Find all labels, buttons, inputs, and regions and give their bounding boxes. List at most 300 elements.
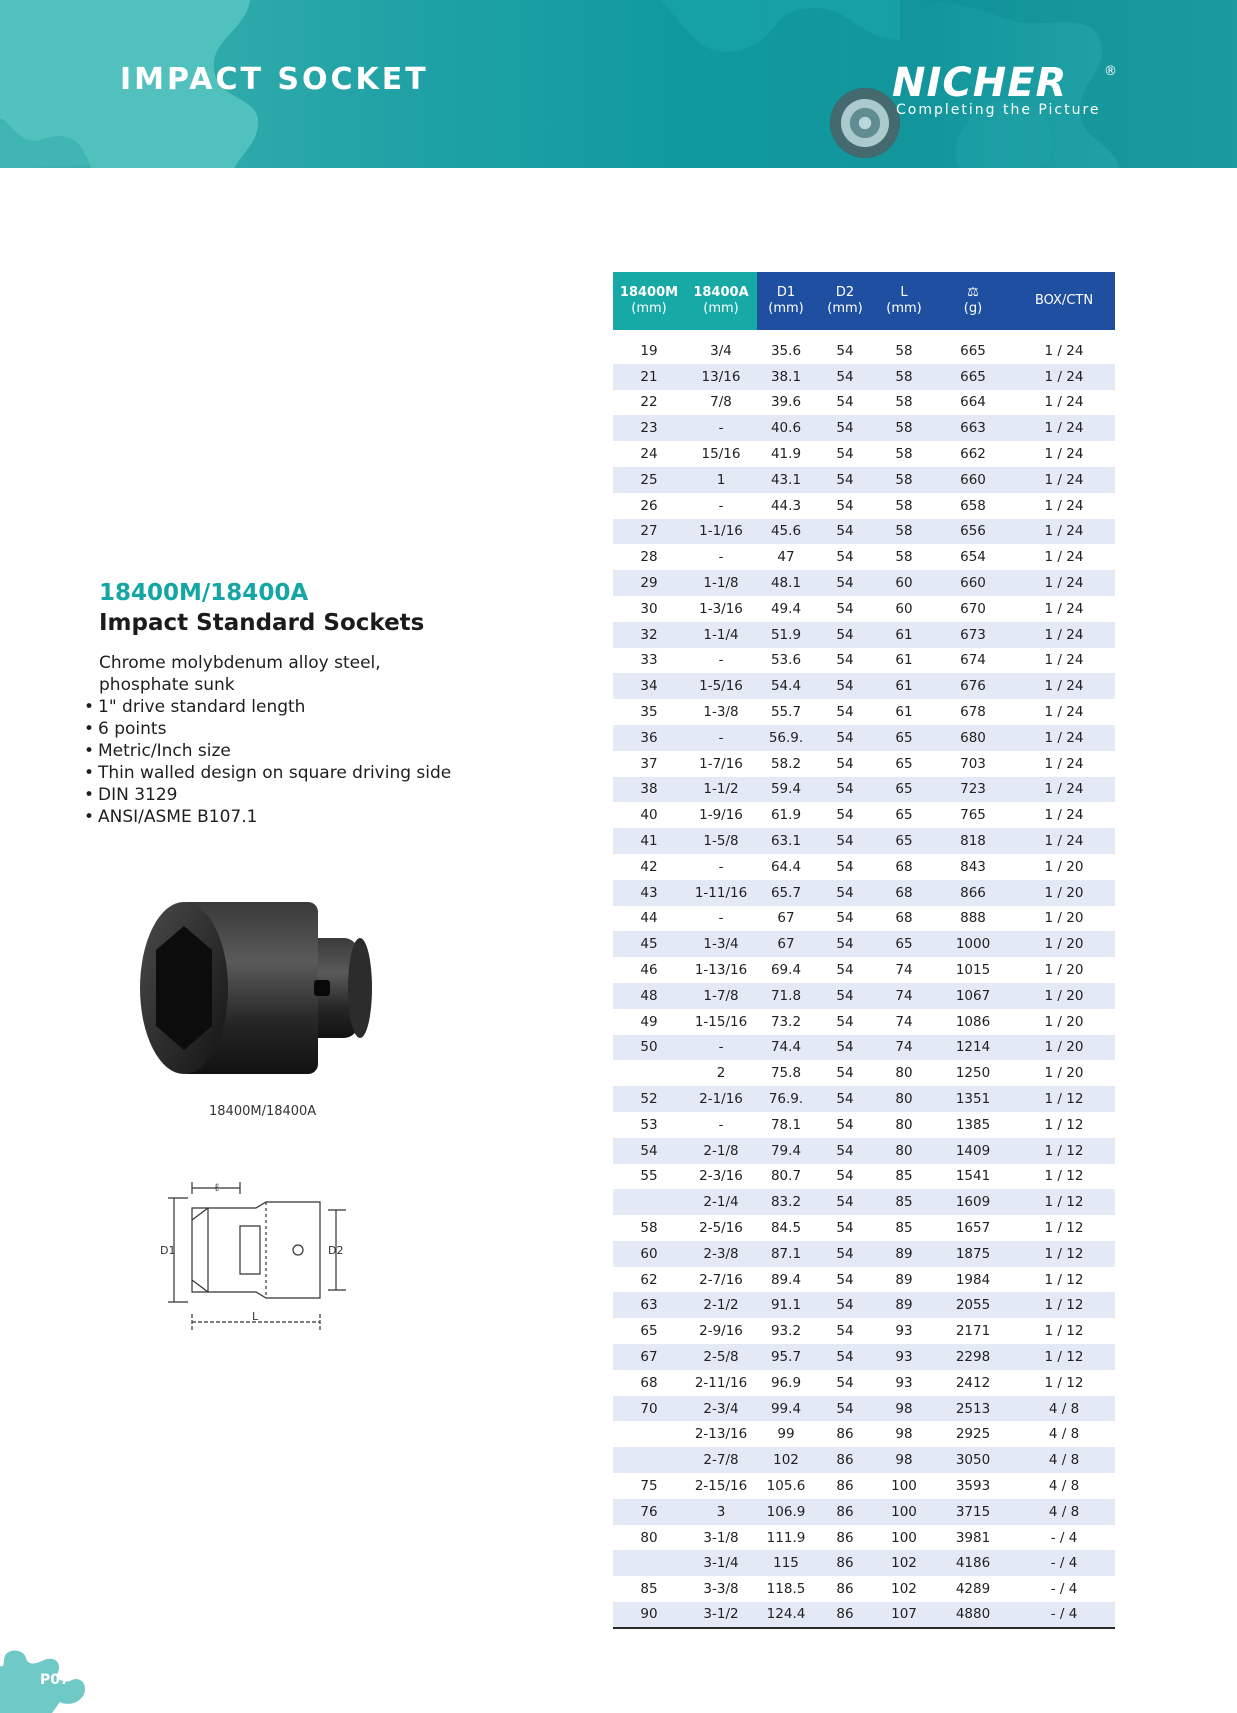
table-row	[613, 1602, 1115, 1628]
table-cell: 54	[815, 725, 875, 751]
table-cell: 105.6	[766, 1477, 806, 1494]
table-cell: 1-5/8	[685, 828, 757, 854]
table-cell: 55	[640, 1168, 658, 1185]
table-cell: 100	[891, 1477, 917, 1494]
table-cell: 73.2	[770, 1013, 802, 1030]
table-cell: 33	[640, 652, 658, 669]
table-cell: 1 / 12	[1044, 1374, 1084, 1391]
table-cell: 65	[895, 755, 913, 772]
table-cell: 1 / 20	[1044, 962, 1084, 979]
table-cell: 663	[933, 415, 1013, 441]
column-header-unit: (mm)	[768, 301, 804, 316]
table-cell: 54	[836, 910, 854, 927]
table-cell: 29	[613, 570, 685, 596]
dimension-drawing-icon	[160, 1180, 360, 1340]
table-cell: 43.1	[757, 467, 815, 493]
column-header-unit: (mm)	[886, 301, 922, 316]
table-cell: 54	[815, 931, 875, 957]
table-cell: 1 / 12	[1013, 1241, 1115, 1267]
product-name: Impact Standard Sockets	[99, 610, 425, 636]
table-cell: 65	[875, 725, 933, 751]
table-cell: 3-3/8	[703, 1581, 739, 1598]
column-header	[933, 272, 1013, 330]
table-cell: 35	[640, 704, 658, 721]
table-cell: 1 / 12	[1044, 1323, 1084, 1340]
label-l: ℓ	[214, 1181, 220, 1194]
feature-item: • ANSI/ASME B107.1	[84, 806, 451, 828]
column-header	[815, 272, 875, 330]
table-cell: 2-15/16	[694, 1477, 748, 1494]
table-cell: 2412	[955, 1374, 991, 1391]
table-cell: 107	[875, 1602, 933, 1628]
table-cell: 91.1	[757, 1292, 815, 1318]
table-cell: 665	[960, 342, 986, 359]
table-cell: 54	[613, 1138, 685, 1164]
table-row	[613, 1550, 1115, 1576]
table-cell: 58	[895, 342, 913, 359]
table-cell: 1 / 24	[1044, 807, 1084, 824]
table-row	[613, 1138, 1115, 1164]
table-cell: 1 / 20	[1013, 931, 1115, 957]
table-cell: 1-3/4	[685, 931, 757, 957]
table-cell: 53.6	[770, 652, 802, 669]
table-cell: 80	[895, 1116, 913, 1133]
table-cell: 1	[685, 467, 757, 493]
table-cell: 58	[895, 446, 913, 463]
table-cell: 1-13/16	[694, 962, 748, 979]
table-cell: 22	[640, 394, 658, 411]
table-cell: 1 / 20	[1044, 858, 1084, 875]
header-banner	[0, 0, 1237, 168]
table-row	[613, 880, 1115, 906]
table-cell: 888	[960, 910, 986, 927]
column-header-title: 18400A	[693, 285, 749, 300]
table-row	[613, 1396, 1115, 1422]
table-cell: 3050	[933, 1447, 1013, 1473]
table-cell: 4 / 8	[1013, 1447, 1115, 1473]
table-cell: 60	[875, 570, 933, 596]
table-row	[613, 1370, 1115, 1396]
table-cell: 1875	[933, 1241, 1013, 1267]
table-cell: 58	[875, 364, 933, 390]
table-cell: -	[685, 1035, 757, 1061]
table-cell: 74.4	[757, 1035, 815, 1061]
table-cell: 50	[613, 1035, 685, 1061]
table-cell: 1351	[933, 1086, 1013, 1112]
description-line: Chrome molybdenum alloy steel,	[99, 653, 381, 673]
table-cell: 53	[640, 1116, 658, 1133]
table-cell: 74	[875, 983, 933, 1009]
table-cell: 38.1	[757, 364, 815, 390]
table-cell: 68	[895, 858, 913, 875]
spec-table-grid	[613, 272, 1115, 1629]
table-cell: 36	[613, 725, 685, 751]
table-cell: 111.9	[766, 1529, 806, 1546]
brand-logo	[892, 60, 1132, 130]
table-row	[613, 802, 1115, 828]
table-cell: 45.6	[757, 519, 815, 545]
table-cell: 1 / 12	[1044, 1116, 1084, 1133]
table-cell: 1-1/16	[685, 519, 757, 545]
table-cell: 46	[640, 962, 658, 979]
table-cell: 1 / 12	[1044, 1271, 1084, 1288]
table-cell: 54	[836, 497, 854, 514]
brand-name: NICHER	[892, 60, 1068, 106]
table-cell: 124.4	[757, 1602, 815, 1628]
table-cell: 76.9.	[757, 1086, 815, 1112]
table-cell: 1 / 24	[1013, 364, 1115, 390]
table-cell: 1541	[955, 1168, 991, 1185]
table-cell: 45	[613, 931, 685, 957]
table-row	[613, 1318, 1115, 1344]
table-cell: 86	[836, 1426, 854, 1443]
table-cell: 62	[640, 1271, 658, 1288]
table-cell: 54	[815, 570, 875, 596]
table-cell: 84.5	[770, 1219, 802, 1236]
table-cell: 44.3	[770, 497, 802, 514]
table-cell: 1 / 24	[1044, 755, 1084, 772]
table-cell: 1984	[955, 1271, 991, 1288]
table-cell: 4 / 8	[1048, 1477, 1080, 1494]
table-cell: 43	[613, 880, 685, 906]
table-cell: 1067	[933, 983, 1013, 1009]
table-cell: 2-3/16	[699, 1168, 743, 1185]
spec-table	[613, 272, 1115, 1629]
table-cell: 28	[640, 549, 658, 566]
table-cell: 674	[960, 652, 986, 669]
table-cell: 61	[875, 673, 933, 699]
table-row	[613, 854, 1115, 880]
column-header	[613, 272, 685, 330]
table-cell: 58	[895, 497, 913, 514]
table-cell: 2-5/16	[699, 1219, 743, 1236]
table-cell: 58	[875, 467, 933, 493]
table-row	[613, 699, 1115, 725]
table-cell: 40	[640, 807, 658, 824]
table-row	[613, 467, 1115, 493]
table-cell: 58.2	[770, 755, 802, 772]
table-row	[613, 983, 1115, 1009]
table-cell	[613, 1189, 685, 1215]
table-cell: 1 / 24	[1013, 725, 1115, 751]
table-cell: 1 / 24	[1044, 446, 1084, 463]
table-cell: 98	[895, 1426, 913, 1443]
table-cell: -	[685, 415, 757, 441]
table-cell	[613, 1550, 685, 1576]
table-cell: 59.4	[757, 777, 815, 803]
table-cell: 65	[875, 777, 933, 803]
table-cell: - / 4	[1013, 1550, 1115, 1576]
table-cell: 1015	[955, 962, 991, 979]
table-cell: 23	[613, 415, 685, 441]
table-row	[613, 364, 1115, 390]
table-cell: -	[718, 497, 724, 514]
table-cell: 1 / 24	[1044, 652, 1084, 669]
table-cell: 3981	[955, 1529, 991, 1546]
table-cell: 54	[815, 828, 875, 854]
table-cell: 1 / 20	[1013, 983, 1115, 1009]
table-cell: 86	[815, 1550, 875, 1576]
table-cell: 4 / 8	[1048, 1426, 1080, 1443]
table-cell: 54	[815, 364, 875, 390]
table-cell: 765	[960, 807, 986, 824]
table-cell: 52	[613, 1086, 685, 1112]
table-cell: 2-1/8	[685, 1138, 757, 1164]
table-cell: 75.8	[770, 1065, 802, 1082]
table-cell: 99.4	[757, 1396, 815, 1422]
table-cell: 85	[895, 1219, 913, 1236]
table-cell	[613, 1060, 685, 1086]
table-cell: 41	[613, 828, 685, 854]
table-cell: -	[718, 549, 724, 566]
table-cell: 4186	[933, 1550, 1013, 1576]
table-cell: 54	[836, 1168, 854, 1185]
table-cell: 54	[815, 1086, 875, 1112]
feature-list	[84, 696, 451, 828]
table-cell: 47	[777, 549, 795, 566]
photo-caption: 18400M/18400A	[209, 1104, 317, 1119]
table-cell: 1 / 24	[1013, 622, 1115, 648]
table-cell: 3593	[955, 1477, 991, 1494]
table-cell: 85	[640, 1581, 658, 1598]
table-cell: 2	[716, 1065, 726, 1082]
table-cell: 2-3/8	[685, 1241, 757, 1267]
table-cell: 41.9	[770, 446, 802, 463]
table-cell: 74	[895, 962, 913, 979]
table-cell: 106.9	[757, 1499, 815, 1525]
table-row	[613, 1473, 1115, 1499]
table-cell: 2055	[933, 1292, 1013, 1318]
table-cell: 3715	[933, 1499, 1013, 1525]
table-cell: 1-7/8	[685, 983, 757, 1009]
table-cell: 1 / 20	[1044, 1065, 1084, 1082]
socket-dimension-drawing	[160, 1180, 360, 1340]
table-row	[613, 828, 1115, 854]
table-cell: 1-9/16	[699, 807, 743, 824]
table-cell: 63	[613, 1292, 685, 1318]
feature-item: • Thin walled design on square driving side	[84, 762, 451, 784]
table-cell: 1-11/16	[685, 880, 757, 906]
table-cell: 93	[875, 1344, 933, 1370]
column-header	[875, 272, 933, 330]
table-cell: 1 / 24	[1044, 394, 1084, 411]
table-cell: 93	[895, 1374, 913, 1391]
table-cell: 54	[836, 755, 854, 772]
table-cell: 49.4	[770, 600, 802, 617]
table-row	[613, 1009, 1115, 1035]
registered-mark: ®	[1104, 64, 1117, 79]
table-cell: 1-5/16	[685, 673, 757, 699]
table-cell: 54	[815, 983, 875, 1009]
table-cell: 74	[895, 1013, 913, 1030]
label-L: L	[252, 1310, 259, 1323]
table-cell: 54	[836, 1116, 854, 1133]
product-description	[99, 652, 381, 696]
table-cell: 2925	[955, 1426, 991, 1443]
table-cell: 74	[875, 1035, 933, 1061]
table-cell: - / 4	[1013, 1602, 1115, 1628]
table-cell: 2-7/8	[685, 1447, 757, 1473]
table-cell: 670	[960, 600, 986, 617]
table-row	[613, 673, 1115, 699]
table-cell: 2-13/16	[694, 1426, 748, 1443]
table-cell: - / 4	[1050, 1529, 1078, 1546]
table-cell: 660	[933, 467, 1013, 493]
table-cell: 83.2	[757, 1189, 815, 1215]
table-cell: 71.8	[757, 983, 815, 1009]
table-cell: 1-1/4	[685, 622, 757, 648]
table-row	[613, 906, 1115, 932]
table-cell: 1 / 24	[1044, 549, 1084, 566]
table-cell: -	[718, 652, 724, 669]
table-cell: 30	[640, 600, 658, 617]
table-cell: 58	[875, 415, 933, 441]
label-d2: D2	[328, 1244, 344, 1257]
table-cell: 54	[836, 652, 854, 669]
column-header	[1013, 272, 1115, 330]
table-cell: 89	[875, 1292, 933, 1318]
table-cell: 80.7	[770, 1168, 802, 1185]
table-cell: 63.1	[757, 828, 815, 854]
table-cell: 40.6	[757, 415, 815, 441]
table-cell: 87.1	[757, 1241, 815, 1267]
table-cell: 58	[895, 549, 913, 566]
table-cell: 3	[685, 1499, 757, 1525]
table-cell: 93.2	[770, 1323, 802, 1340]
brand-tagline: Completing the Picture	[896, 102, 1101, 118]
table-cell: 818	[933, 828, 1013, 854]
column-header-title: BOX/CTN	[1034, 293, 1094, 308]
table-cell: 54	[815, 467, 875, 493]
table-row	[613, 1035, 1115, 1061]
table-cell: 1-3/8	[703, 704, 739, 721]
column-header	[685, 272, 757, 330]
table-cell: 25	[613, 467, 685, 493]
table-cell: -	[718, 1116, 724, 1133]
table-cell: 39.6	[770, 394, 802, 411]
table-cell: 54	[836, 549, 854, 566]
table-cell: 58	[640, 1219, 658, 1236]
table-cell: 75	[640, 1477, 658, 1494]
table-cell: 660	[933, 570, 1013, 596]
table-cell: 54	[815, 1189, 875, 1215]
table-row	[613, 596, 1115, 622]
table-cell: 2-1/4	[685, 1189, 757, 1215]
table-cell: 61	[895, 652, 913, 669]
table-cell: 3-1/4	[685, 1550, 757, 1576]
table-cell: 102	[875, 1550, 933, 1576]
table-cell: 1 / 20	[1044, 1013, 1084, 1030]
table-cell: 54	[836, 704, 854, 721]
table-cell: 2-1/2	[685, 1292, 757, 1318]
table-cell: 1 / 24	[1013, 415, 1115, 441]
table-cell: 54	[836, 446, 854, 463]
table-row	[613, 1112, 1115, 1138]
table-cell: 1 / 12	[1013, 1138, 1115, 1164]
table-cell: 656	[933, 519, 1013, 545]
wheel-icon	[830, 88, 900, 158]
column-header-unit: (mm)	[827, 301, 863, 316]
table-row	[613, 519, 1115, 545]
table-cell: 680	[933, 725, 1013, 751]
table-cell: 86	[815, 1499, 875, 1525]
table-cell: 1385	[955, 1116, 991, 1133]
column-header-unit: (g)	[963, 301, 983, 316]
table-cell: 96.9	[770, 1374, 802, 1391]
table-cell: 4 / 8	[1013, 1396, 1115, 1422]
table-cell: 24	[640, 446, 658, 463]
table-cell: 3-1/2	[685, 1602, 757, 1628]
table-cell	[613, 1447, 685, 1473]
table-cell: 68	[895, 910, 913, 927]
scale-icon: ⚖	[967, 285, 979, 300]
table-cell: 93	[895, 1323, 913, 1340]
table-cell: 1 / 20	[1013, 880, 1115, 906]
table-cell: 664	[960, 394, 986, 411]
table-row	[613, 1447, 1115, 1473]
table-cell: 54	[815, 1035, 875, 1061]
table-cell: 2171	[955, 1323, 991, 1340]
table-cell: 55.7	[770, 704, 802, 721]
feature-item: • 1" drive standard length	[84, 696, 451, 718]
table-cell: 1-15/16	[694, 1013, 748, 1030]
table-cell: 1214	[933, 1035, 1013, 1061]
table-cell: 67	[613, 1344, 685, 1370]
table-row	[613, 725, 1115, 751]
table-cell: 2298	[933, 1344, 1013, 1370]
table-cell: 7/8	[710, 394, 732, 411]
table-row	[613, 1344, 1115, 1370]
table-cell: 54	[836, 1219, 854, 1236]
table-cell: 54	[836, 962, 854, 979]
table-cell: 1 / 12	[1044, 1168, 1084, 1185]
table-cell: 99	[777, 1426, 795, 1443]
table-cell: 54	[815, 519, 875, 545]
table-cell: 1 / 24	[1013, 673, 1115, 699]
table-row	[613, 1060, 1115, 1086]
table-cell: 54	[836, 1374, 854, 1391]
table-cell: 102	[757, 1447, 815, 1473]
table-cell: 115	[757, 1550, 815, 1576]
socket-photo	[138, 898, 374, 1078]
table-cell: 42	[640, 858, 658, 875]
table-cell: 65	[895, 807, 913, 824]
table-body	[613, 330, 1115, 1628]
table-cell: 58	[895, 394, 913, 411]
table-cell: 1 / 24	[1013, 828, 1115, 854]
table-cell: 80	[640, 1529, 658, 1546]
table-cell: 1 / 24	[1044, 600, 1084, 617]
table-cell: 68	[875, 880, 933, 906]
table-cell: 1657	[955, 1219, 991, 1236]
table-cell: 86	[815, 1602, 875, 1628]
table-cell: 1 / 12	[1044, 1219, 1084, 1236]
table-cell: 80	[895, 1065, 913, 1082]
table-cell: 85	[875, 1189, 933, 1215]
table-cell: 54	[815, 673, 875, 699]
table-cell: 86	[836, 1529, 854, 1546]
table-cell: 866	[933, 880, 1013, 906]
table-cell: 65	[875, 931, 933, 957]
table-cell: 89.4	[770, 1271, 802, 1288]
table-row	[613, 1267, 1115, 1293]
column-header-title: D2	[835, 285, 855, 300]
table-cell: 61	[895, 704, 913, 721]
table-cell: 54	[815, 1292, 875, 1318]
table-cell: 65.7	[757, 880, 815, 906]
table-cell: 1 / 12	[1013, 1292, 1115, 1318]
table-cell: 676	[933, 673, 1013, 699]
